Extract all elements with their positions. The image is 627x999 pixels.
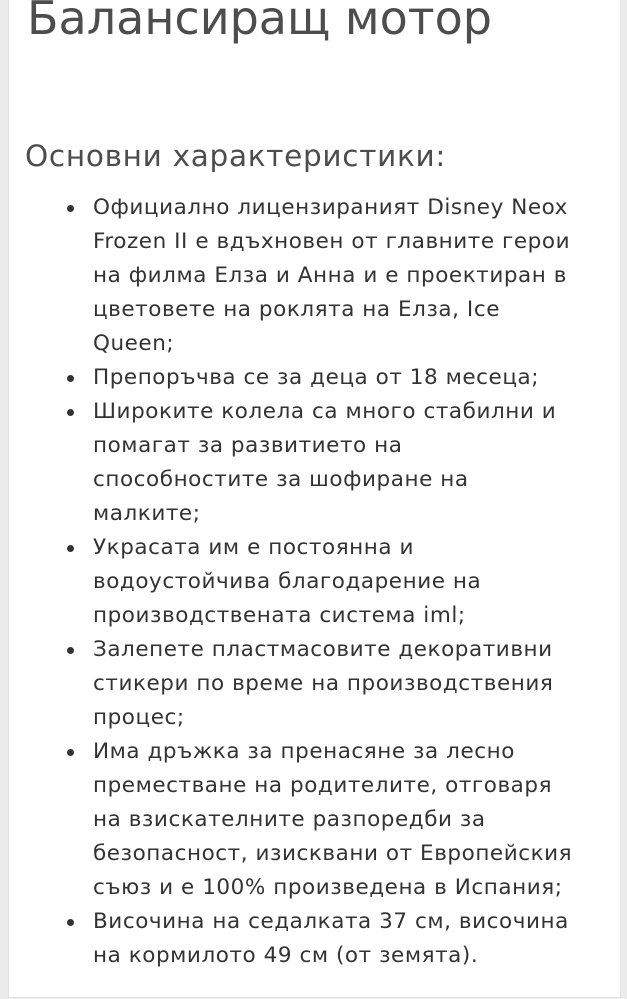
feature-item [93,395,615,531]
product-title: Балансиращ мотор [27,0,492,45]
feature-item [93,191,615,361]
product-description-card [8,0,621,998]
features-heading: Основни характеристики: [25,139,446,173]
feature-text-line: производствената система iml; [93,603,466,628]
feature-item [93,905,615,973]
bullet-dot-icon [67,749,74,756]
feature-text-line: безопасност, изисквани от Европейския [93,841,573,866]
feature-item [93,735,615,905]
bullet-dot-icon [67,205,74,212]
feature-text-line: Препоръчва се за деца от 18 месеца; [93,365,540,390]
feature-text-line: Широките колела са много стабилни и [93,399,557,424]
feature-text-line: цветовете на роклята на Елза, Ice [93,297,500,322]
feature-text-line: Има дръжка за пренасяне за лесно [93,739,515,764]
feature-text-line: стикери по време на производствения [93,671,554,696]
feature-text-line: водоустойчива благодарение на [93,569,482,594]
feature-text-line: малките; [93,501,201,526]
feature-text-line: помагат за развитието на [93,433,403,458]
features-list [93,191,615,973]
bullet-dot-icon [67,919,74,926]
bullet-dot-icon [67,375,74,382]
feature-text-line: на кормилото 49 см (от земята). [93,943,479,968]
feature-text-line: Queen; [93,331,175,356]
bullet-dot-icon [67,409,74,416]
feature-text-line: на взискателните разпоредби за [93,807,486,832]
bullet-dot-icon [67,545,74,552]
feature-text-line: на филма Елза и Анна и е проектиран в [93,263,567,288]
feature-text-line: процес; [93,705,185,730]
feature-item [93,361,615,395]
feature-text-line: Височина на седалката 37 см, височина [93,909,569,934]
feature-text-line: Украсата им е постоянна и [93,535,415,560]
feature-item [93,633,615,735]
feature-text-line: Залепете пластмасовите декоративни [93,637,553,662]
feature-text-line: преместване на родителите, отговаря [93,773,553,798]
feature-text-line: Frozen II е вдъхновен от главните герои [93,229,571,254]
bullet-dot-icon [67,647,74,654]
feature-item [93,531,615,633]
feature-text-line: способностите за шофиране на [93,467,469,492]
feature-text-line: съюз и е 100% произведена в Испания; [93,875,563,900]
feature-text-line: Официално лицензираният Disney Neox [93,195,568,220]
